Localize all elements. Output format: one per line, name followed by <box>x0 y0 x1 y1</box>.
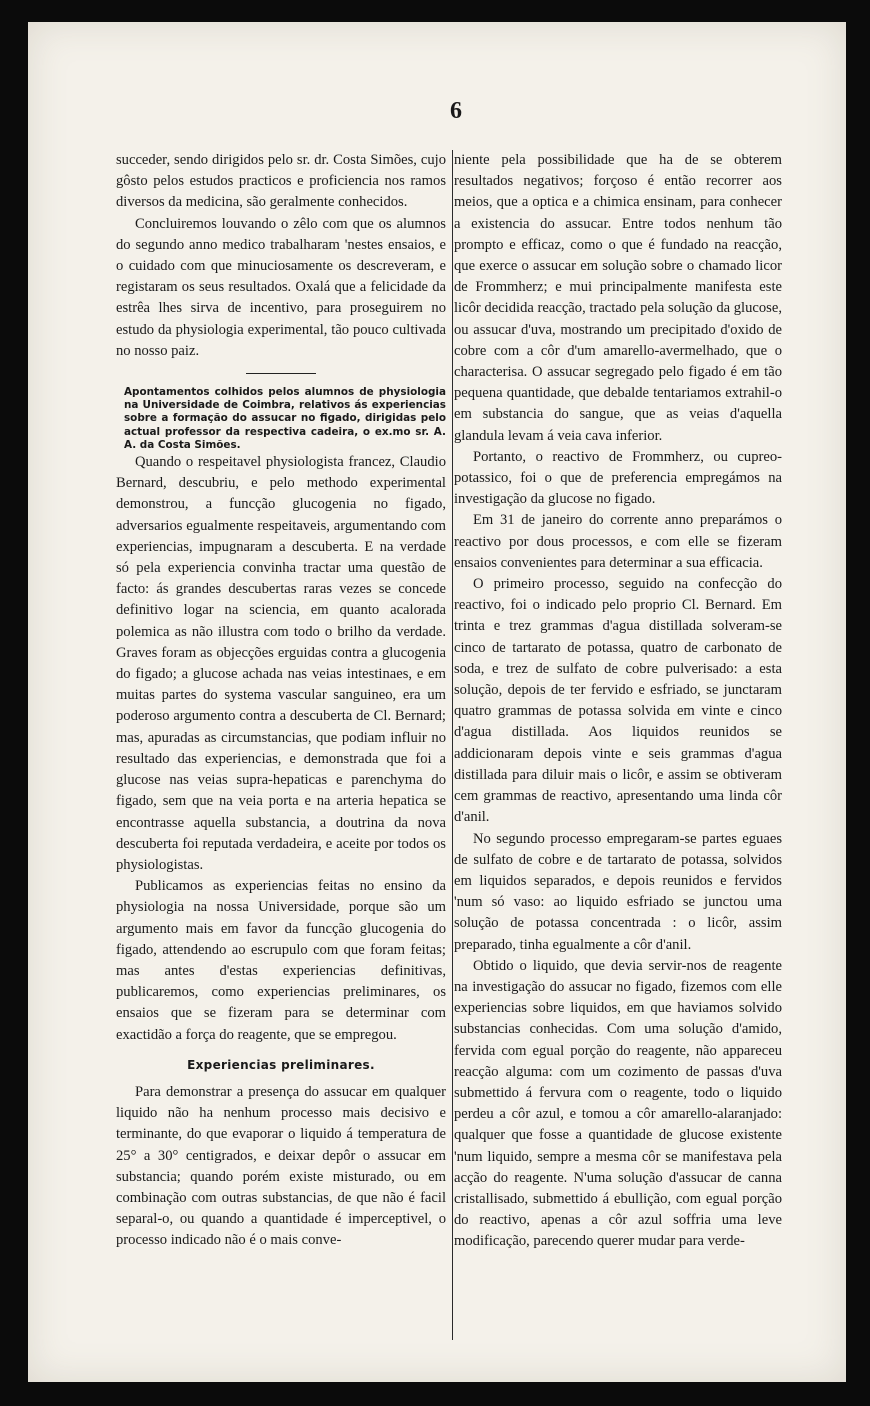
right-paragraph-4: O primeiro processo, seguido na confecção do reactivo, foi o indicado pelo proprio Cl. Bernard. Em trinta e trez grammas d'agua distillada solveram-se cinco de tartarato de potassa, quatro de carbonato de soda, e trez de sulfato de cobre pulverisado: a esta solução, depois de ter fervido e esfriado, se junctaram quatro grammas de potassa solvida em vinte e cinco d'agua distillada. Aos liquidos reunidos se addicionaram depois vinte e seis grammas d'agua distillada para diluir mais o licôr, e assim se obtiveram cem grammas de reactivo, apresentando uma linda côr d'anil. <box>454 576 782 826</box>
right-paragraph-6: Obtido o liquido, que devia servir-nos de reagente na investigação do assucar no figado, fizemos com elle experiencias sobre liquidos, em que haviamos solvido substancias conhecidas. Com uma solução d'amido, fervida com egual porção do reagente, não appareceu reacção alguma: com um cozimento de passas d'uva submettido á fervura com o reagente, todo o liquido perdeu a côr azul, e tomou a côr amarello-alaranjado: qualquer que fosse a quantidade de glucose existente 'num liquido, sempre a mesma côr se manifestava pela acção do reagente. N'uma solução d'assucar de canna cristallisado, submettido á ebullição, com egual porção do reactivo, apenas a côr azul soffria uma leve modificação, parecendo querer mudar para verde- <box>454 957 782 1250</box>
article-notice: Apontamentos colhidos pelos alumnos de physiologia na Universidade de Coimbra, relativos ás experiencias sobre a formação do assucar no figado, dirigidas pelo actual professor da respectiva cadeira, o ex.mo sr. A. A. da Costa Simões. <box>124 386 446 451</box>
right-column <box>454 150 782 1253</box>
left-paragraph-1: succeder, sendo dirigidos pelo sr. dr. Costa Simões, cujo gôsto pelos estudos practicos e proficiencia nos ramos diversos da medicina, são geralmente conhecidos. <box>116 152 446 211</box>
column-divider <box>452 150 453 1340</box>
section-heading: Experiencias preliminares. <box>187 1057 375 1072</box>
left-paragraph-2: Concluiremos louvando o zêlo com que os alumnos do segundo anno medico trabalharam 'nestes ensaios, e o cuidado com que minuciosamente os descreveram, e registaram os seus resultados. Oxalá que a felicidade da estrêa lhes sirva de incentivo, para proseguirem no estudo da physiologia experimental, tão pouco cultivada no nosso paiz. <box>116 215 446 359</box>
section-rule <box>246 373 316 374</box>
right-paragraph-3: Em 31 de janeiro do corrente anno preparámos o reactivo por dous processos, e com elle se fizeram ensaios convenientes para determinar a sua efficacia. <box>454 512 782 571</box>
left-column <box>116 150 446 1252</box>
right-paragraph-1: niente pela possibilidade que ha de se obterem resultados negativos; forçoso é então recorrer aos meios, que a optica e a chimica ensinam, para conhecer a existencia do assucar. Entre todos nenhum tão prompto e efficaz, como o que é fundado na reacção, que exerce o assucar em solução sobre o chamado licor de Frommherz; e mui principalmente manifesta este licôr decidida reacção, tractado pela solução da glucose, ou assucar d'uva, mostrando um precipitado d'oxido de cobre com a côr d'um amarello-avermelhado, que o characterisa. O assucar segregado pelo figado é em tão pequena quantidade, que debalde tentariamos extrahil-o em substancia do sangue, que as veias d'aquella glandula levam á veia cava inferior. <box>454 152 782 444</box>
right-paragraph-5: No segundo processo empregaram-se partes eguaes de sulfato de cobre e de tartarato de potassa, solvidos em liquidos separados, e depois reunidos e fervidos 'num só vaso: ao liquido esfriado se junctou uma solução de potassa concentrada : o licôr, assim preparado, tinha egualmente a côr d'anil. <box>454 830 782 953</box>
left-paragraph-3: Quando o respeitavel physiologista francez, Claudio Bernard, descubriu, e pelo methodo experimental demonstrou, a funcção glucogenia no figado, adversarios egualmente respeitaveis, argumentando com experiencias, impugnaram a descuberta. E na verdade só pela experiencia convinha tractar uma questão de facto: ás grandes descubertas raras vezes se concede definitivo logar na sciencia, em quanto acalorada polemica as não illustra com todo o brilho da verdade. Graves foram as objecções erguidas contra a glucogenia do figado; a glucose achada nas veias intestinaes, e em muitas partes do systema vascular sanguineo, era um poderoso argumento contra a descuberta de Cl. Bernard; mas, apuradas as circumstancias, que podiam influir no resultado das experiencias, e demonstrada que foi a glucose nas veias supra-hepaticas e parenchyma do figado, sem que na veia porta e na arteria hepatica se encontrasse aquella substancia, a doutrina da nova descuberta foi reputada verdadeira, e aceite por todos os physiologistas. <box>116 454 446 873</box>
right-paragraph-2: Portanto, o reactivo de Frommherz, ou cupreo-potassico, foi o que de preferencia empregámos na investigação da glucose no figado. <box>454 448 782 508</box>
left-paragraph-4: Publicamos as experiencias feitas no ensino da physiologia na nossa Universidade, porque são um argumento mais em favor da funcção glucogenia do figado, attendendo ao escrupulo com que foram feitas; mas antes d'estas experiencias definitivas, publicaremos, como experiencias preliminares, os ensaios que se fizeram para se determinar com exactidão a força do reagente, que se empregou. <box>116 878 446 1043</box>
page-number: 6 <box>450 98 462 124</box>
document-page <box>28 22 846 1382</box>
left-paragraph-5: Para demonstrar a presença do assucar em qualquer liquido não ha nenhum processo mais decisivo e terminante, do que evaporar o liquido á temperatura de 25° a 30° centigrados, e deixar depôr o assucar em substancia; quando porém existe misturado, ou em combinação com outras substancias, de que não é facil separal-o, ou quando a quantidade é imperceptivel, o processo indicado não é o mais conve- <box>116 1083 446 1249</box>
